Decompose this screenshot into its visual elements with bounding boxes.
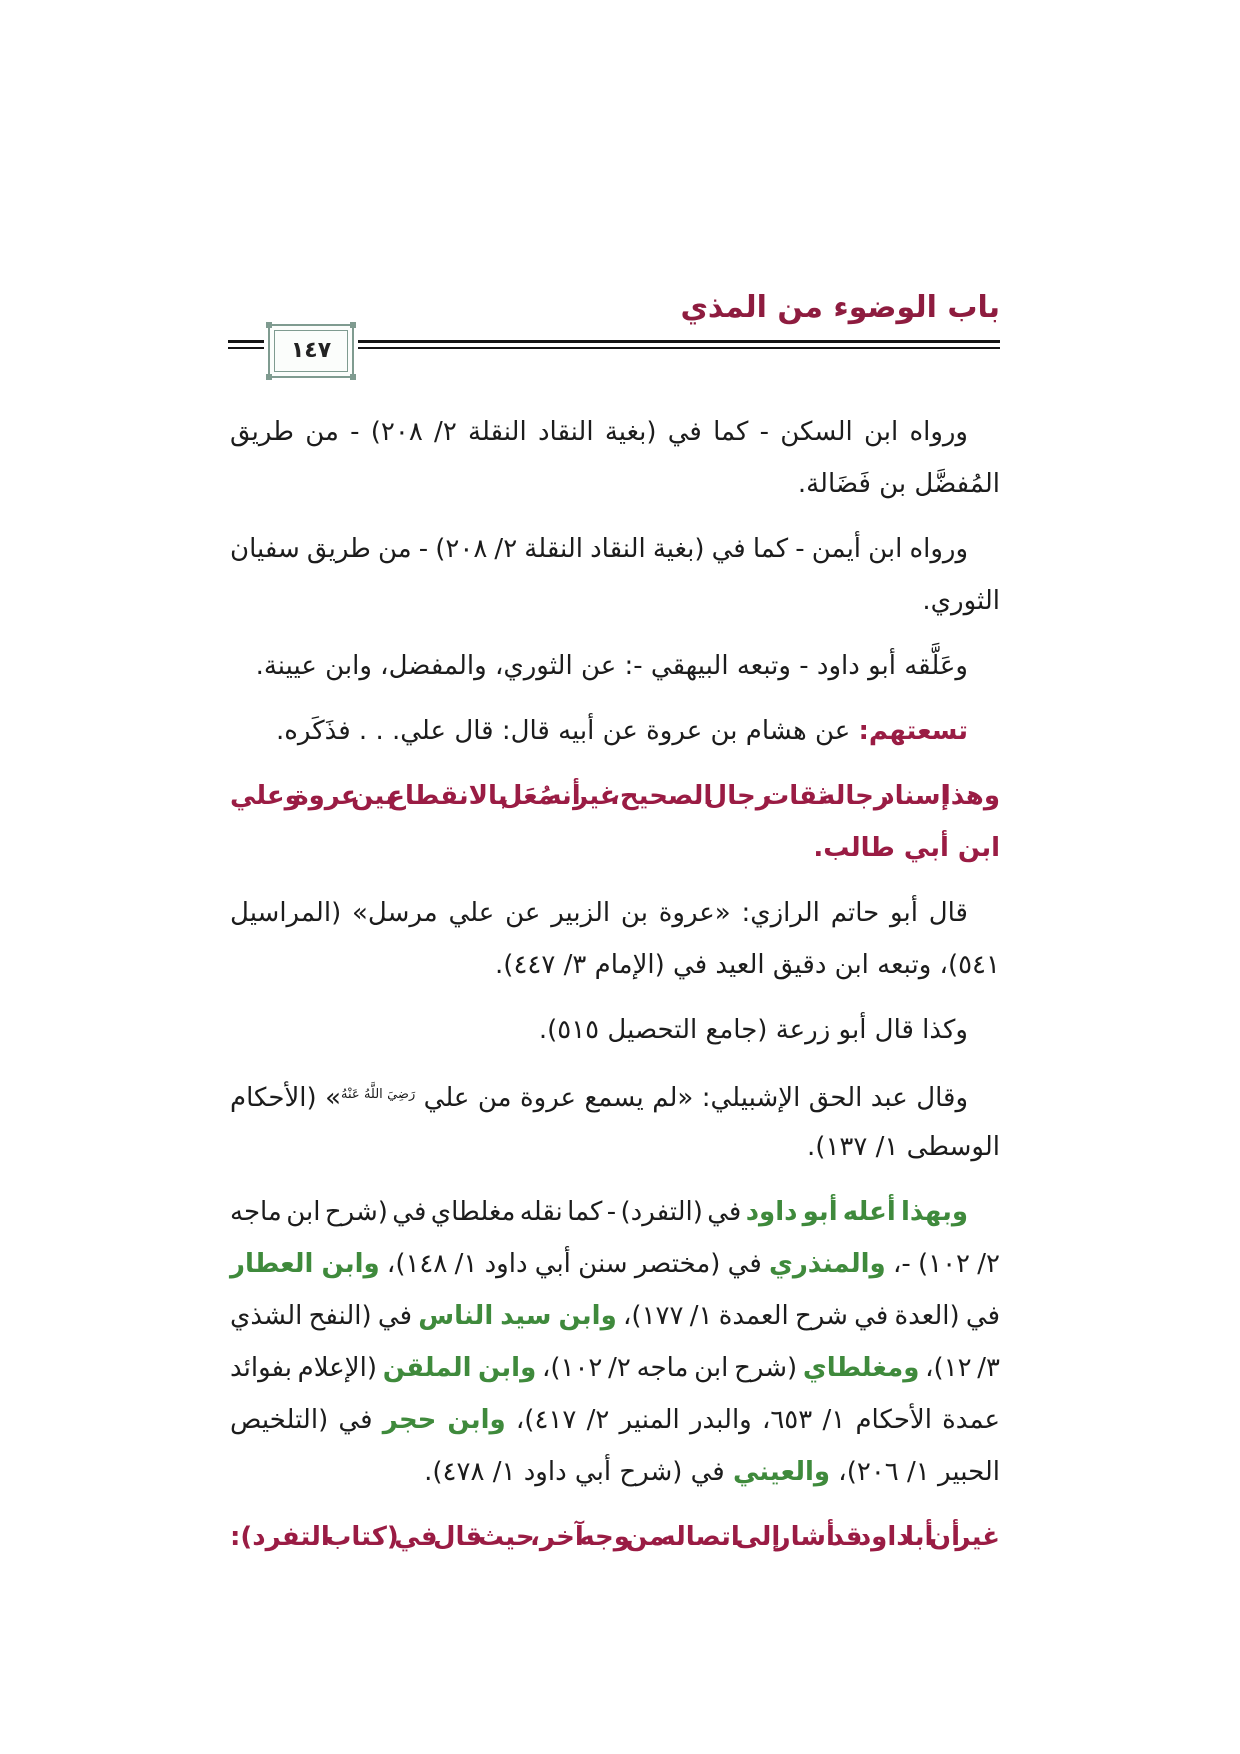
- text-run: وهذا إسناد رجاله ثقات رجال الصحيح، غير أنه مُعَل بالانقطاع بين عروة وعلي: [230, 781, 1000, 811]
- text-run: الوسطى ١/ ١٣٧).: [807, 1132, 1000, 1162]
- text-line: [230, 1186, 1000, 1238]
- text-line: [230, 1511, 1000, 1563]
- paragraph: [230, 640, 1000, 692]
- text-run: (الإعلام بفوائد: [230, 1353, 383, 1383]
- body-text: [230, 406, 1000, 1576]
- text-run: وكذا قال أبو زرعة (جامع التحصيل ٥١٥).: [538, 1015, 968, 1045]
- text-run: ٢/ ١٠٢) -،: [885, 1249, 1000, 1279]
- text-line: [230, 1342, 1000, 1394]
- text-line: [230, 822, 1000, 874]
- paragraph: [230, 1186, 1000, 1498]
- text-line: [230, 705, 1000, 757]
- text-run: » (الأحكام: [230, 1083, 341, 1113]
- text-run: عمدة الأحكام ١/ ٦٥٣، والبدر المنير ٢/ ٤١٧)،: [505, 1405, 1000, 1435]
- green-emphasis-text: وابن حجر: [382, 1405, 506, 1435]
- text-line: [230, 1121, 1000, 1173]
- text-run: وعَلَّقه أبو داود - وتبعه البيهقي -: عن الثوري، والمفضل، وابن عيينة.: [255, 651, 968, 681]
- text-line: [230, 939, 1000, 991]
- green-emphasis-text: وابن العطار: [230, 1249, 380, 1279]
- text-run: ٥٤١)، وتبعه ابن دقيق العيد في (الإمام ٣/ ٤٤٧).: [495, 950, 1000, 980]
- text-run: المُفضَّل بن فَضَالة.: [797, 469, 1000, 499]
- text-line: [230, 575, 1000, 627]
- paragraph: [230, 1069, 1000, 1173]
- text-line: [230, 1238, 1000, 1290]
- honorific-ligature: رَضِيَ اللَّهُ عَنْهُ: [341, 1087, 416, 1102]
- frame-corner-ornament: [350, 374, 356, 380]
- green-emphasis-text: ومغلطاي: [802, 1353, 920, 1383]
- text-run: الثوري.: [922, 586, 1000, 616]
- text-line: [230, 406, 1000, 458]
- page-number-frame-inner: [274, 330, 348, 372]
- paragraph: [230, 705, 1000, 757]
- text-run: غير أن أبا داود قد أشار إلى اتصاله من وجه آخر، حيث قال في (كتاب التفرد):: [230, 1522, 1000, 1552]
- text-run: ٣/ ١٢)،: [919, 1353, 1000, 1383]
- frame-corner-ornament: [266, 322, 272, 328]
- header-rule-left: [228, 340, 264, 349]
- text-line: [230, 640, 1000, 692]
- text-run: (شرح ابن ماجه ٢/ ١٠٢)،: [536, 1353, 803, 1383]
- green-emphasis-text: والعيني: [733, 1457, 831, 1487]
- text-run: في (مختصر سنن أبي داود ١/ ١٤٨)،: [379, 1249, 769, 1279]
- paragraph: [230, 406, 1000, 510]
- text-line: [230, 1446, 1000, 1498]
- text-line: [230, 887, 1000, 939]
- green-emphasis-text: وابن الملقن: [382, 1353, 537, 1383]
- paragraph: [230, 523, 1000, 627]
- text-run: عن هشام بن عروة عن أبيه قال: قال علي. . . فذَكَره.: [275, 716, 859, 746]
- text-run: في (شرح أبي داود ١/ ٤٧٨).: [424, 1457, 733, 1487]
- text-line: [230, 1290, 1000, 1342]
- text-run: في (التلخيص: [229, 1405, 383, 1435]
- text-run: ورواه ابن أيمن - كما في (بغية النقاد النقلة ٢/ ٢٠٨) - من طريق سفيان: [230, 534, 968, 564]
- page-number: ١٤٧: [290, 338, 332, 363]
- text-line: [230, 1394, 1000, 1446]
- green-emphasis-text: والمنذري: [769, 1249, 886, 1279]
- text-run: في (العدة في شرح العمدة ١/ ١٧٧)،: [616, 1301, 1000, 1331]
- text-line: [230, 1004, 1000, 1056]
- green-emphasis-text: وبهذا أعله أبو داود: [745, 1197, 968, 1227]
- frame-corner-ornament: [266, 374, 272, 380]
- paragraph: [230, 887, 1000, 991]
- emphasis-paragraph: [230, 1511, 1000, 1563]
- text-line: [230, 1069, 1000, 1121]
- text-run: ورواه ابن السكن - كما في (بغية النقاد النقلة ٢/ ٢٠٨) - من طريق: [230, 417, 968, 447]
- text-line: [230, 523, 1000, 575]
- text-run: ابن أبي طالب.: [813, 833, 1000, 863]
- frame-corner-ornament: [350, 322, 356, 328]
- text-line: [230, 770, 1000, 822]
- chapter-title: باب الوضوء من المذي: [680, 290, 1000, 325]
- text-run: في (التفرد) - كما نقله مغلطاي في (شرح ابن ماجه: [230, 1197, 746, 1227]
- text-run: في (النفح الشذي: [230, 1301, 419, 1331]
- green-emphasis-text: وابن سيد الناس: [418, 1301, 617, 1331]
- text-line: [230, 458, 1000, 510]
- red-emphasis-text: تسعتهم:: [858, 716, 968, 746]
- text-run: الحبير ١/ ٢٠٦)،: [830, 1457, 1000, 1487]
- page-number-frame: [268, 324, 354, 378]
- text-run: وقال عبد الحق الإشبيلي: «لم يسمع عروة من علي: [415, 1083, 968, 1113]
- text-run: قال أبو حاتم الرازي: «عروة بن الزبير عن علي مرسل» (المراسيل: [230, 898, 968, 928]
- emphasis-paragraph: [230, 770, 1000, 874]
- header-rule-right: [358, 340, 1000, 349]
- paragraph: [230, 1004, 1000, 1056]
